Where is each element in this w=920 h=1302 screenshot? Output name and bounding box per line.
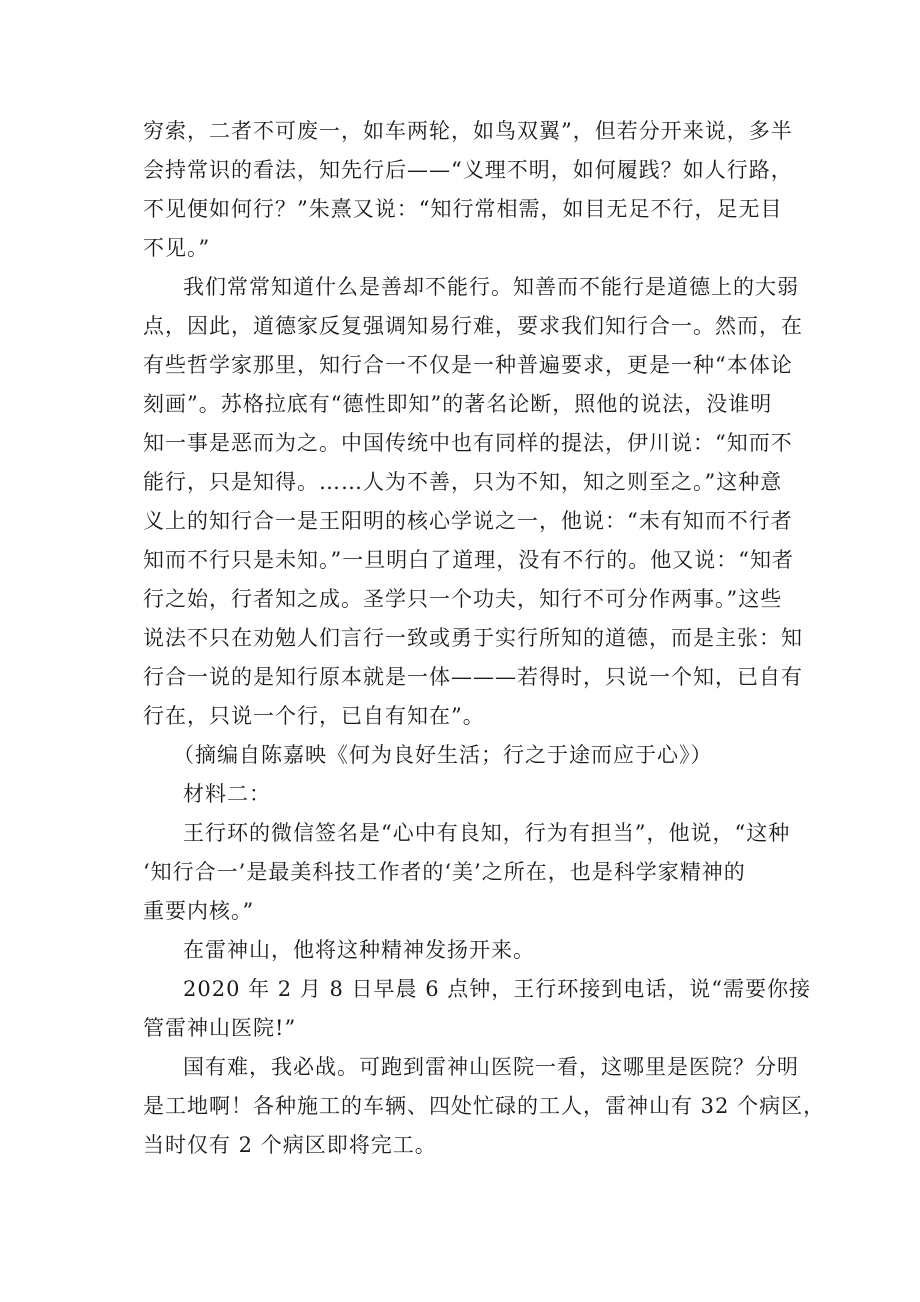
text-line: 不见。” <box>143 236 211 260</box>
text-line: 点，因此，道德家反复强调知易行难，要求我们知行合一。然而，在 <box>143 314 803 338</box>
text-line: 是工地啊！各种施工的车辆、四处忙碌的工人，雷神山有 32 个病区， <box>143 1094 826 1118</box>
text-line: 行合一说的是知行原本就是一体———若得时，只说一个知，已自有 <box>143 665 803 689</box>
text-line: 会持常识的看法，知先行后——“义理不明，如何履践？如人行路， <box>143 158 793 182</box>
text-line: 行之始，行者知之成。圣学只一个功夫，知行不可分作两事。”这些 <box>143 587 783 611</box>
paragraph-start-line: 在雷神山，他将这种精神发扬开来。 <box>183 938 535 962</box>
text-line: 不见便如何行？”朱熹又说：“知行常相需，如目无足不行，足无目 <box>143 197 783 221</box>
text-line: 管雷神山医院!” <box>143 1016 297 1040</box>
text-line: 当时仅有 2 个病区即将完工。 <box>143 1133 437 1157</box>
text-line: 穷索，二者不可废一，如车两轮，如鸟双翼”，但若分开来说，多半 <box>143 119 793 143</box>
paragraph-start-line: 国有难，我必战。可跑到雷神山医院一看，这哪里是医院？分明 <box>183 1055 799 1079</box>
text-line: 重要内核。” <box>143 899 255 923</box>
section-heading: 材料二： <box>183 782 271 806</box>
text-line: 义上的知行合一是王阳明的核心学说之一，他说：“未有知而不行者 <box>143 509 793 533</box>
paragraph-start-line: 我们常常知道什么是善却不能行。知善而不能行是道德上的大弱 <box>183 275 799 299</box>
document-body <box>143 112 826 1165</box>
paragraph-start-line: 2020 年 2 月 8 日早晨 6 点钟，王行环接到电话，说“需要你接 <box>183 977 811 1001</box>
paragraph-start-line: 王行环的微信签名是“心中有良知，行为有担当”，他说，“这种 <box>183 821 791 845</box>
source-citation: （摘编自陈嘉映《何为良好生活；行之于途而应于心》） <box>173 743 713 767</box>
text-line: 知一事是恶而为之。中国传统中也有同样的提法，伊川说：“知而不 <box>143 431 793 455</box>
text-line: 能行，只是知得。……人为不善，只为不知，知之则至之。”这种意 <box>143 470 783 494</box>
text-line: 有些哲学家那里，知行合一不仅是一种普遍要求，更是一种“本体论 <box>143 353 793 377</box>
text-line: 刻画”。苏格拉底有“德性即知”的著名论断，照他的说法，没谁明 <box>143 392 773 416</box>
text-line: 行在，只说一个行，已自有知在”。 <box>143 704 485 728</box>
text-line: ‘知行合一’是最美科技工作者的‘美’之所在，也是科学家精神的 <box>143 860 746 884</box>
text-line: 说法不只在劝勉人们言行一致或勇于实行所知的道德，而是主张：知 <box>143 626 803 650</box>
text-line: 知而不行只是未知。”一旦明白了道理，没有不行的。他又说：“知者 <box>143 548 794 572</box>
